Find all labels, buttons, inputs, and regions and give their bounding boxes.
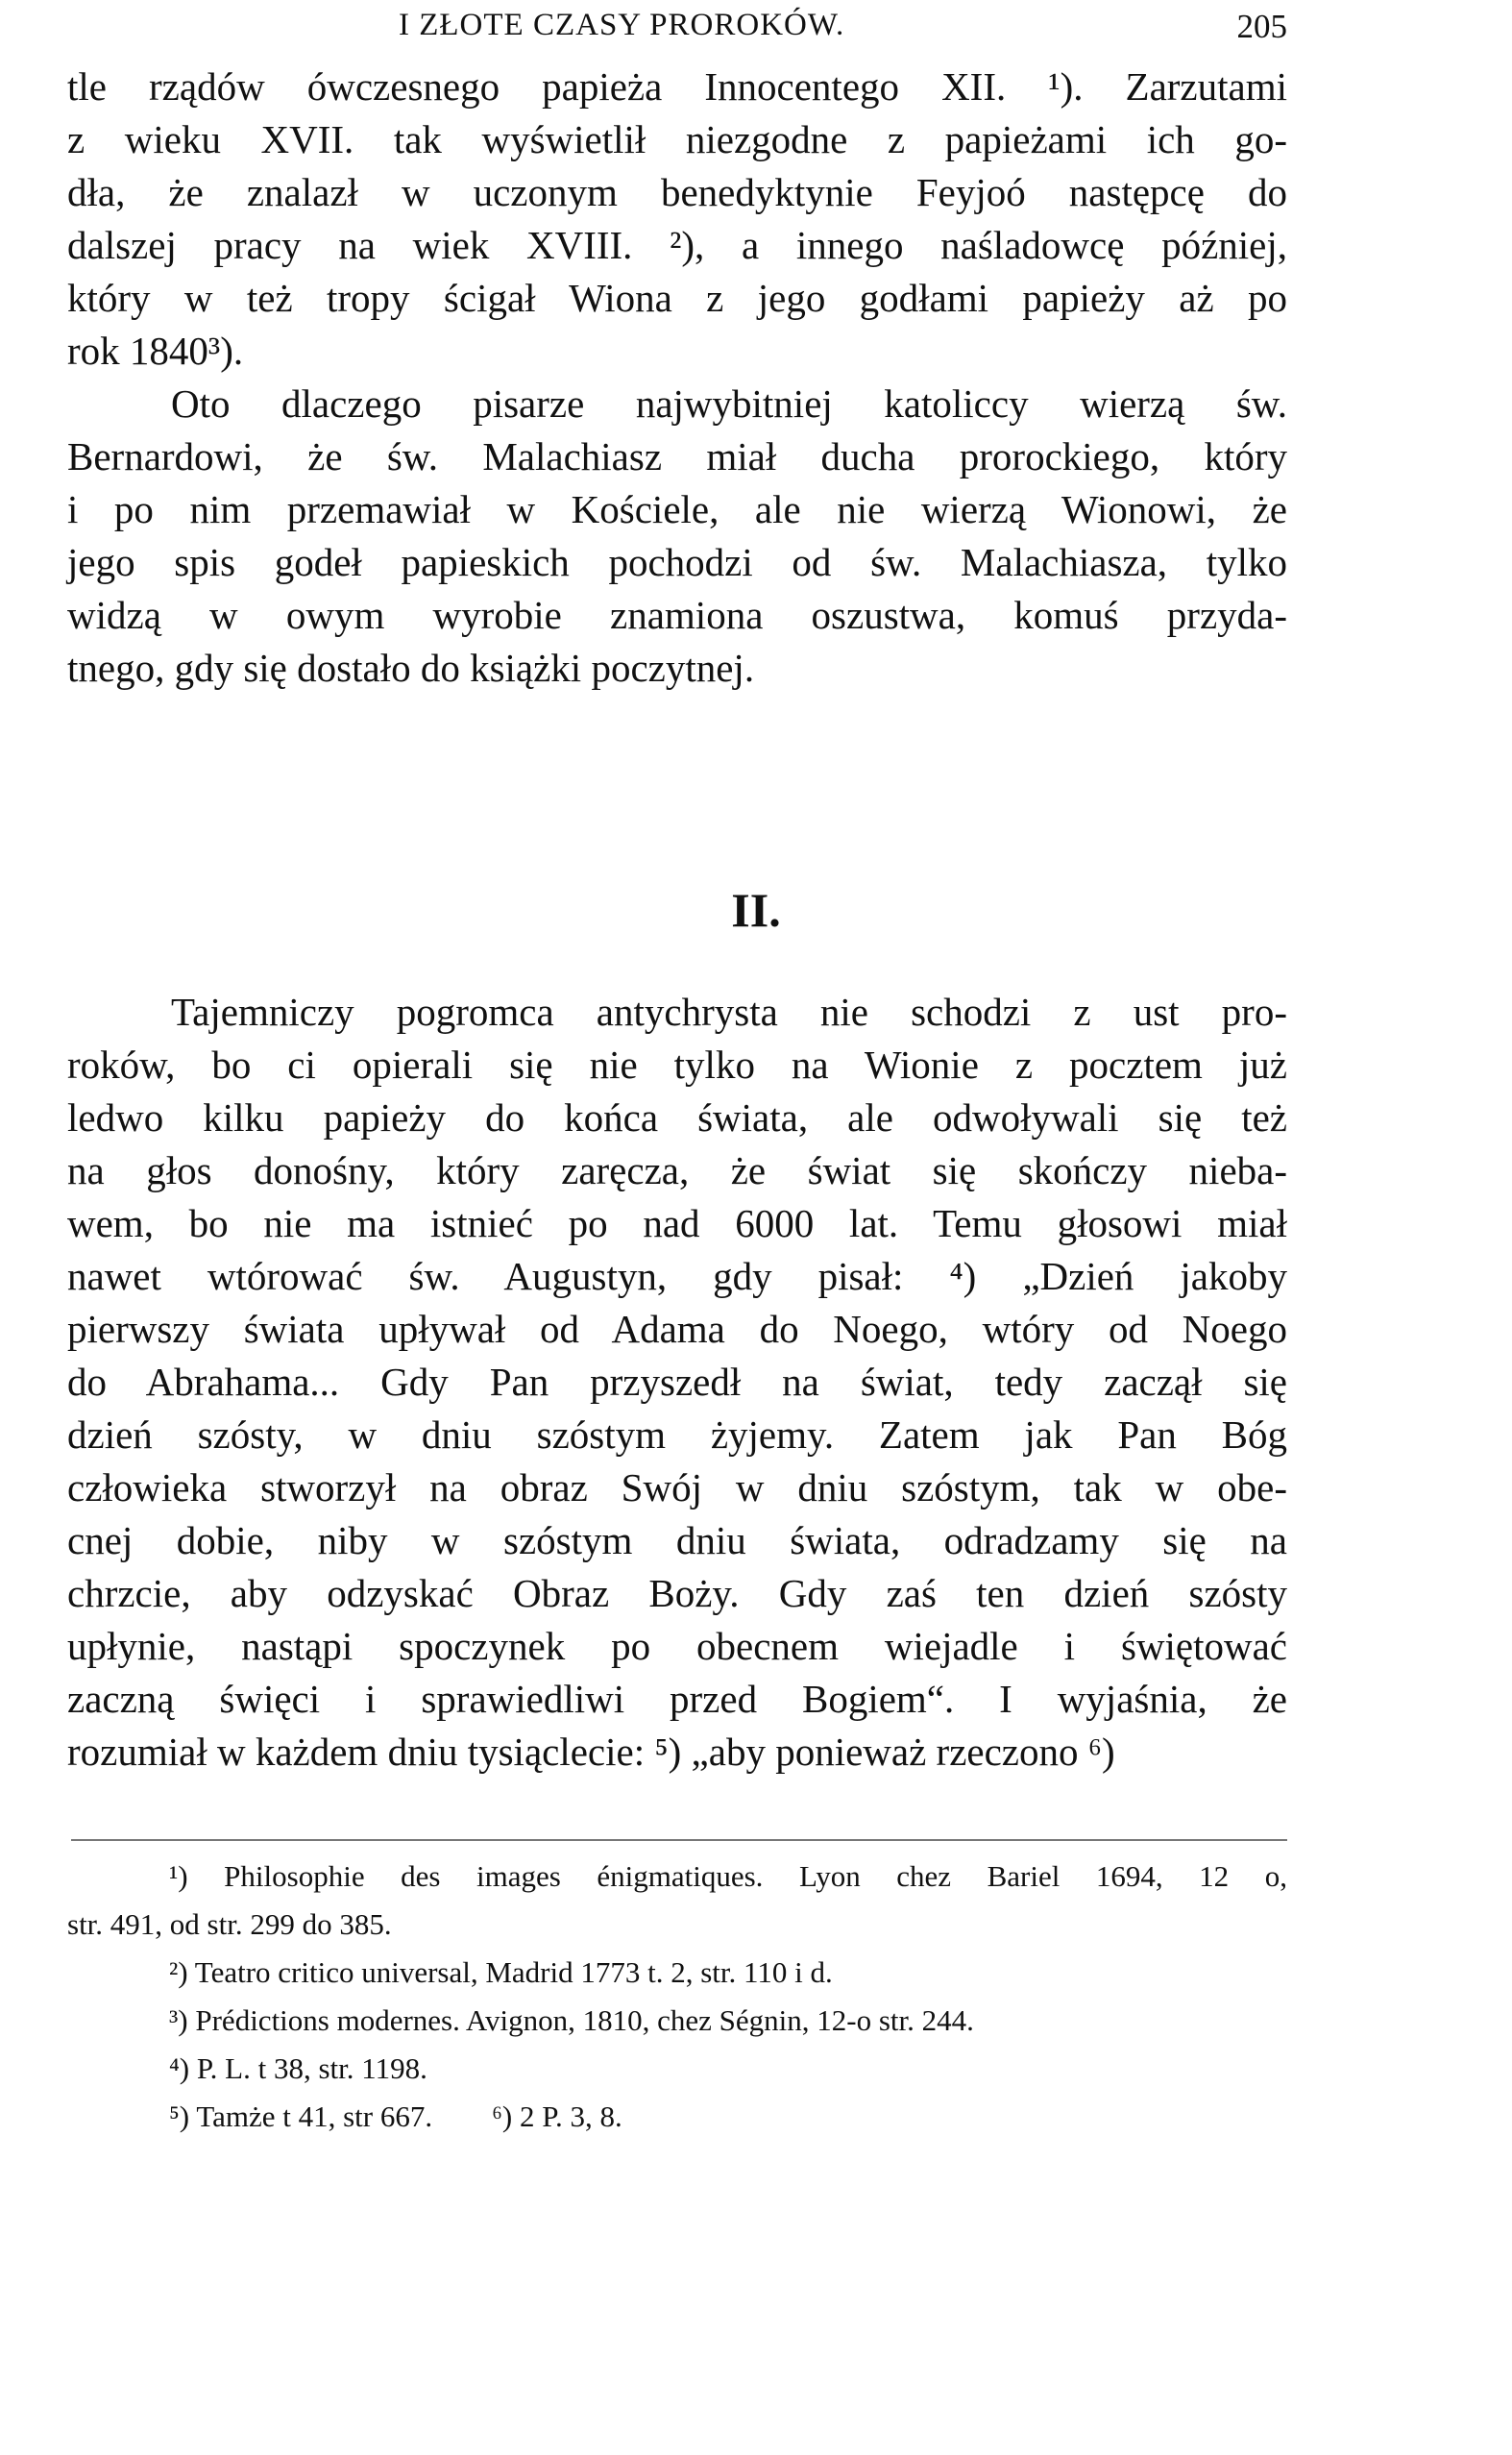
text-line: Bernardowi, że św. Malachiasz miał ducha prorockiego, który [67,434,1287,479]
text-line: dzień szósty, w dniu szóstym żyjemy. Zatem jak Pan Bóg [67,1412,1287,1457]
text-line: tle rządów ówczesnego papieża Innocentego XII. ¹). Zarzutami [67,64,1287,109]
text-line: człowieka stworzył na obraz Swój w dniu szóstym, tak w obe- [67,1465,1287,1510]
footnote-rule [71,1839,1287,1841]
footnote: ³) Prédictions modernes. Avignon, 1810, chez Ségnin, 12-o str. 244. [169,2003,974,2037]
text-line: na głos donośny, który zaręcza, że świat się skończy nieba- [67,1148,1287,1192]
text-line: tnego, gdy się dostało do książki poczytnej. [67,646,755,690]
text-line: i po nim przemawiał w Kościele, ale nie wierzą Wionowi, że [67,487,1287,531]
text-line: zaczną święci i sprawiedliwi przed Bogiem“. I wyjaśnia, że [67,1677,1287,1721]
text-line: który w też tropy ścigał Wiona z jego godłami papieży aż po [67,276,1287,320]
footnote: ²) Teatro critico universal, Madrid 1773 t. 2, str. 110 i d. [169,1955,833,1989]
text-line: dalszej pracy na wiek XVIII. ²), a innego naśladowcę później, [67,223,1287,267]
text-line: nawet wtórować św. Augustyn, gdy pisał: ⁴) „Dzień jakoby [67,1254,1287,1298]
text-line: chrzcie, aby odzyskać Obraz Boży. Gdy zaś ten dzień szósty [67,1571,1287,1615]
text-line: cnej dobie, niby w szóstym dniu świata, odradzamy się na [67,1518,1287,1562]
text-line: rozumiał w każdem dniu tysiąclecie: ⁵) „aby ponieważ rzeczono ⁶) [67,1730,1115,1774]
text-line: pierwszy świata upływał od Adama do Noego, wtóry od Noego [67,1307,1287,1351]
text-line: do Abrahama... Gdy Pan przyszedł na świat, tedy zaczął się [67,1360,1287,1404]
text-line: roków, bo ci opierali się nie tylko na Wionie z pocztem już [67,1043,1287,1087]
section-heading: II. [731,883,781,937]
footnote: ⁵) Tamże t 41, str 667. ⁶) 2 P. 3, 8. [169,2099,622,2133]
text-line: wem, bo nie ma istnieć po nad 6000 lat. Temu głosowi miał [67,1201,1287,1245]
text-line: Tajemniczy pogromca antychrysta nie schodzi z ust pro- [171,990,1287,1034]
footnote: ¹) Philosophie des images énigmatiques. Lyon chez Bariel 1694, 12 o, [169,1859,1287,1893]
text-line: ledwo kilku papieży do końca świata, ale odwoływali się też [67,1095,1287,1140]
text-line: widzą w owym wyrobie znamiona oszustwa, komuś przyda- [67,593,1287,637]
page-number: 205 [1236,8,1287,45]
text-line: Oto dlaczego pisarze najwybitniej katoliccy wierzą św. [171,381,1287,426]
running-title: I ZŁOTE CZASY PROROKÓW. [399,8,845,42]
footnote-continuation: str. 491, od str. 299 do 385. [67,1907,392,1941]
text-line: jego spis godeł papieskich pochodzi od św. Malachiasza, tylko [67,540,1287,584]
text-line: dła, że znalazł w uczonym benedyktynie Feyjoó następcę do [67,170,1287,214]
running-head [67,8,1287,46]
text-line: z wieku XVII. tak wyświetlił niezgodne z papieżami ich go- [67,117,1287,161]
footnote: ⁴) P. L. t 38, str. 1198. [169,2051,427,2085]
text-line: rok 1840³). [67,329,244,373]
text-line: upłynie, nastąpi spoczynek po obecnem wiejadle i świętować [67,1624,1287,1668]
